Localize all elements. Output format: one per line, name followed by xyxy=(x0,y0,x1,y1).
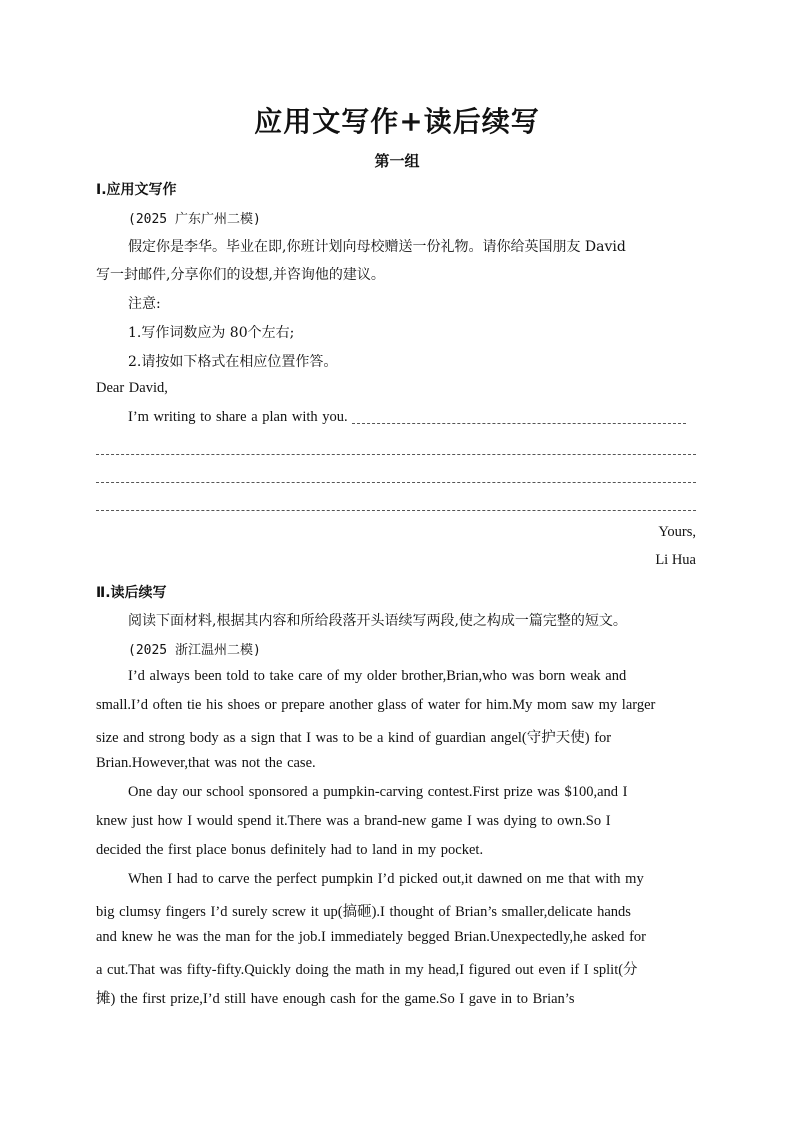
section1-note: 注意: xyxy=(128,296,161,312)
section1-heading: Ⅰ.应用文写作 xyxy=(96,182,177,198)
passage-line: small.I’d often tie his shoes or prepare another glass of water for him.My mom saw my larger xyxy=(96,697,656,713)
section2-source: (2025 浙江温州二模) xyxy=(128,643,261,658)
letter-salutation: Dear David, xyxy=(96,380,168,396)
section2-heading: Ⅱ.读后续写 xyxy=(96,585,167,601)
section2-instruction: 阅读下面材料,根据其内容和所给段落开头语续写两段,使之构成一篇完整的短文。 xyxy=(128,613,627,629)
passage-line: decided the first place bonus definitely had to land in my pocket. xyxy=(96,842,484,858)
passage-line: I’d always been told to take care of my older brother,Brian,who was born weak and xyxy=(128,668,627,684)
section1-prompt-line1: 假定你是李华。毕业在即,你班计划向母校赠送一份礼物。请你给英国朋友 David xyxy=(128,239,626,255)
letter-closing: Yours, xyxy=(658,524,696,540)
group-subtitle: 第一组 xyxy=(374,152,420,170)
letter-opening: I’m writing to share a plan with you. xyxy=(128,409,348,425)
answer-line[interactable] xyxy=(96,482,696,483)
passage-line: a cut.That was fifty-fifty.Quickly doing the math in my head,I figured out even if I split(分 xyxy=(96,962,638,978)
passage-line: big clumsy fingers I’d surely screw it up(搞砸).I thought of Brian’s smaller,delicate hands xyxy=(96,904,631,920)
answer-line[interactable] xyxy=(96,510,696,511)
passage-line: Brian.However,that was not the case. xyxy=(96,755,316,771)
answer-line[interactable] xyxy=(96,454,696,455)
passage-line: and knew he was the man for the job.I immediately begged Brian.Unexpectedly,he asked for xyxy=(96,929,646,945)
passage-line: size and strong body as a sign that I was to be a kind of guardian angel(守护天使) for xyxy=(96,730,612,746)
passage-line: One day our school sponsored a pumpkin-carving contest.First prize was $100,and I xyxy=(128,784,628,800)
section1-note2: 2.请按如下格式在相应位置作答。 xyxy=(128,354,338,370)
letter-signature: Li Hua xyxy=(655,552,696,568)
passage-line: 摊) the first prize,I’d still have enough cash for the game.So I gave in to Brian’s xyxy=(96,991,575,1007)
passage-line: When I had to carve the perfect pumpkin I’d picked out,it dawned on me that with my xyxy=(128,871,644,887)
answer-line-inline[interactable] xyxy=(352,423,686,424)
passage-line: knew just how I would spend it.There was a brand-new game I was dying to own.So I xyxy=(96,813,611,829)
page-title: 应用文写作+读后续写 xyxy=(254,105,540,138)
section1-prompt-line2: 写一封邮件,分享你们的设想,并咨询他的建议。 xyxy=(96,267,385,283)
section1-note1: 1.写作词数应为 80个左右; xyxy=(128,325,295,341)
section1-source: (2025 广东广州二模) xyxy=(128,212,261,227)
letter-opening-line xyxy=(128,409,700,426)
